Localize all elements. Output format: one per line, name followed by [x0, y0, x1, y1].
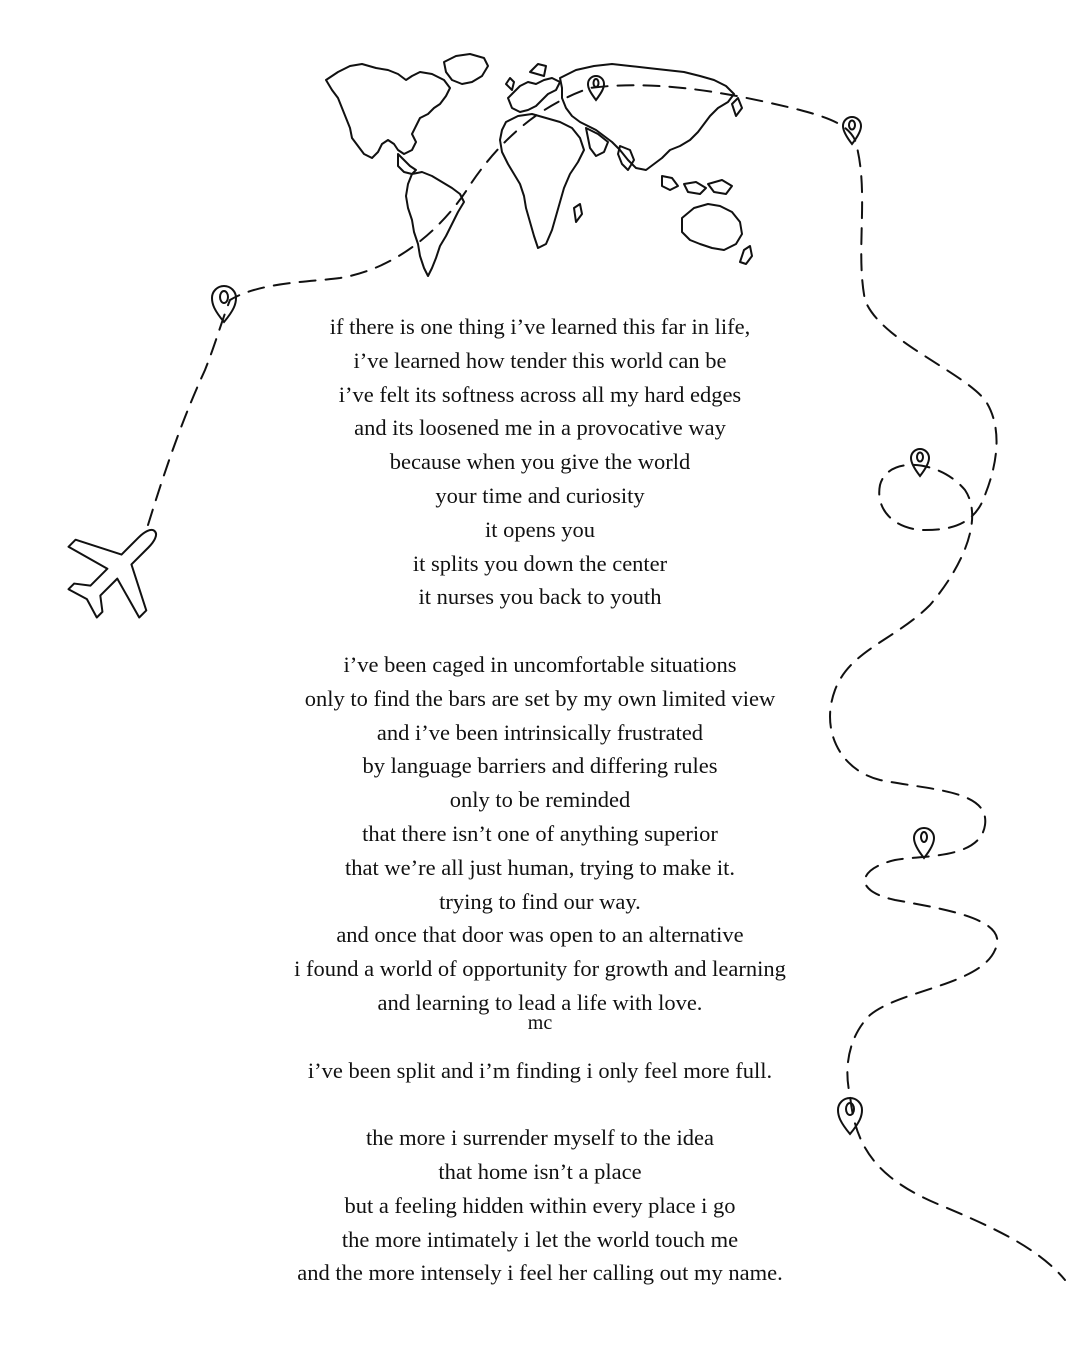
location-pin-icon	[588, 76, 604, 100]
poem-line: i’ve been caged in uncomfortable situations	[343, 651, 737, 677]
poem-stanza	[0, 648, 1080, 1020]
poem-line: if there is one thing i’ve learned this far in life,	[329, 314, 751, 339]
poem-line: only to find the bars are set by my own limited view	[304, 685, 776, 711]
poem-line: and once that door was open to an alternative	[336, 922, 744, 948]
poem-line: i found a world of opportunity for growth and learning	[294, 956, 786, 982]
poem-line: it nurses you back to youth	[418, 584, 662, 610]
poem	[0, 310, 1080, 1324]
world-map-icon	[326, 54, 752, 276]
poem-line: the more intimately i let the world touch me	[341, 1226, 739, 1252]
poem-line: only to be reminded	[449, 787, 631, 813]
poem-line: i’ve felt its softness across all my hard edges	[338, 381, 742, 407]
poem-line: that there isn’t one of anything superior	[362, 820, 718, 846]
location-pin-icon	[843, 117, 861, 144]
poem-line: and i’ve been intrinsically frustrated	[376, 719, 704, 745]
author-signature: mc	[527, 1012, 553, 1034]
poem-line: it opens you	[485, 516, 595, 542]
poem-line: the more i surrender myself to the idea	[365, 1125, 714, 1151]
poem-line: i’ve been split and i’m finding i only feel more full.	[307, 1057, 773, 1083]
poem-line: because when you give the world	[389, 449, 691, 475]
poem-line: and the more intensely i feel her calling out my name.	[297, 1260, 783, 1286]
poem-line: and its loosened me in a provocative way	[354, 415, 726, 441]
poem-line: i’ve learned how tender this world can be	[353, 347, 727, 373]
poem-stanza	[0, 1054, 1080, 1088]
poem-line: trying to find our way.	[439, 888, 641, 914]
poem-stanza	[0, 1121, 1080, 1290]
poem-line: it splits you down the center	[412, 550, 668, 576]
poem-line: that we’re all just human, trying to make it.	[345, 854, 735, 880]
poem-line: by language barriers and differing rules	[362, 753, 718, 779]
poem-line: and learning to lead a life with love.	[377, 989, 703, 1015]
poem-stanza	[0, 310, 1080, 614]
poem-line: that home isn’t a place	[438, 1158, 642, 1184]
poem-line: but a feeling hidden within every place i go	[344, 1192, 736, 1218]
poem-line: your time and curiosity	[435, 482, 645, 508]
